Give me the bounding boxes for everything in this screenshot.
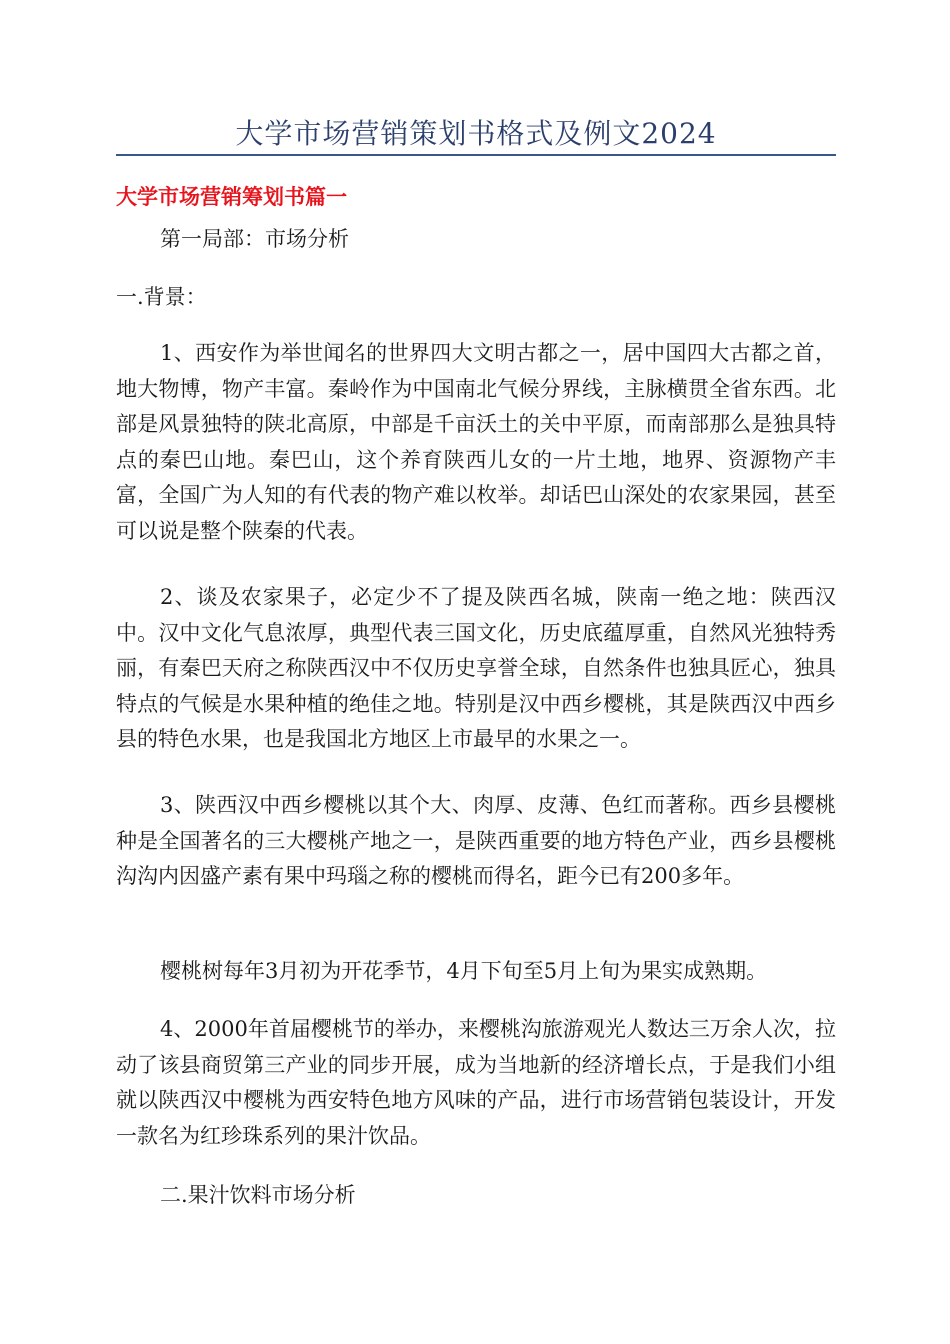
paragraph-4: 樱桃树每年3月初为开花季节，4月下旬至5月上旬为果实成熟期。 [160,959,768,983]
paragraph-2: 2、谈及农家果子，必定少不了提及陕西名城，陕南一绝之地：陕西汉中。汉中文化气息浓厚，典型代表三国文化，历史底蕴厚重，自然风光独特秀丽，有秦巴天府之称陕西汉中不仅历史享誉全球，自然条件也独具匠心，独具特点的气候是水果种植的绝佳之地。特别是汉中西乡樱桃，其是陕西汉中西乡县的特色水果，也是我国北方地区上市最早的水果之一。 [116,585,836,751]
subheading-background: 一.背景： [116,285,207,309]
subheading-juice-market: 二.果汁饮料市场分析 [160,1183,356,1207]
title-underline [116,154,836,156]
paragraph-3: 3、陕西汉中西乡樱桃以其个大、肉厚、皮薄、色红而著称。西乡县樱桃种是全国著名的三大樱桃产地之一，是陕西重要的地方特色产业，西乡县樱桃沟沟内因盛产素有果中玛瑙之称的樱桃而得名，距今已有200多年。 [116,793,836,888]
paragraph-1: 1、西安作为举世闻名的世界四大文明古都之一，居中国四大古都之首，地大物博，物产丰富。秦岭作为中国南北气候分界线，主脉横贯全省东西。北部是风景独特的陕北高原，中部是千亩沃土的关中平原，而南部那么是独具特点的秦巴山地。秦巴山，这个养育陕西儿女的一片土地，地界、资源物产丰富，全国广为人知的有代表的物产难以枚举。却话巴山深处的农家果园，甚至可以说是整个陕秦的代表。 [116,341,836,543]
document-title: 大学市场营销策划书格式及例文2024 [235,117,717,150]
part-heading: 第一局部：市场分析 [160,227,349,251]
section-heading: 大学市场营销筹划书篇一 [116,185,347,209]
paragraph-5: 4、2000年首届樱桃节的举办，来樱桃沟旅游观光人数达三万余人次，拉动了该县商贸第三产业的同步开展，成为当地新的经济增长点，于是我们小组就以陕西汉中樱桃为西安特色地方风味的产品，进行市场营销包装设计，开发一款名为红珍珠系列的果汁饮品。 [116,1017,836,1148]
